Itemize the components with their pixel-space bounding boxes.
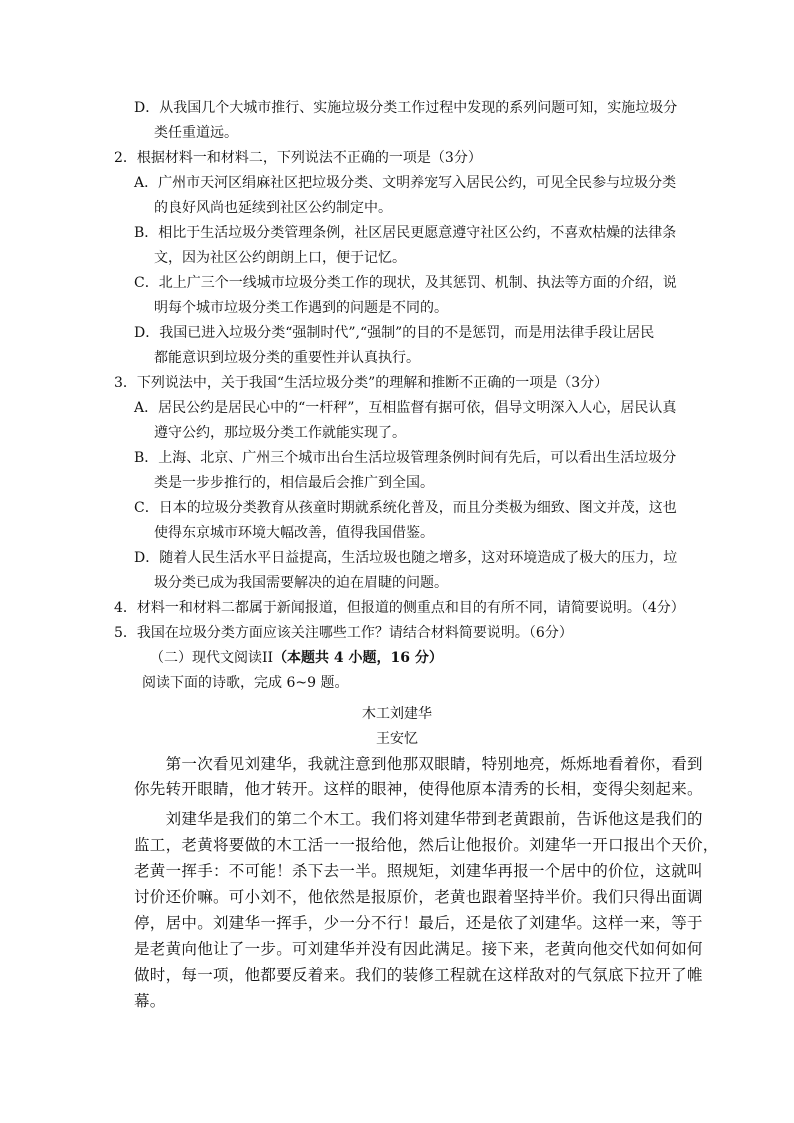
q4-stem: 4．材料一和材料二都属于新闻报道，但报道的侧重点和目的有所不同，请简要说明。（4分） <box>114 600 685 616</box>
q3-option-d-cont: 圾分类已成为我国需要解决的迫在眉睫的问题。 <box>154 575 448 591</box>
q2-option-c: C．北上广三个一线城市垃圾分类工作的现状，及其惩罚、机制、执法等方面的介绍，说 <box>134 275 677 291</box>
q1-option-d-cont: 类任重道远。 <box>154 125 238 141</box>
q2-option-b: B．相比于生活垃圾分类管理条例，社区居民更愿意遵守社区公约，不喜欢枯燥的法律条 <box>134 225 677 241</box>
q3-option-b: B．上海、北京、广州三个城市出台生活垃圾管理条例时间有先后，可以看出生活垃圾分 <box>134 450 677 466</box>
section-intro: 阅读下面的诗歌，完成 6~9 题。 <box>142 675 349 691</box>
q3-option-a-cont: 遵守公约，那垃圾分类工作就能实现了。 <box>154 425 406 441</box>
q3-option-c-cont: 使得东京城市环境大幅改善，值得我国借鉴。 <box>154 525 434 541</box>
q2-stem: 2．根据材料一和材料二，下列说法不正确的一项是（3分） <box>114 150 482 166</box>
q3-option-c: C．日本的垃圾分类教育从孩童时期就系统化普及，而且分类极为细致、图文并茂，这也 <box>134 500 677 516</box>
q2-option-a-cont: 的良好风尚也延续到社区公约制定中。 <box>154 200 392 216</box>
article-paragraph-line: 幕。 <box>134 992 166 1010</box>
article-title: 木工刘建华 <box>362 706 432 722</box>
q2-option-b-cont: 文，因为社区公约朗朗上口，便于记忆。 <box>154 250 406 266</box>
section-heading-num: II <box>262 650 274 666</box>
article-paragraph-line: 监工，老黄将要做的木工活一一报给他，然后让他报价。刘建华一开口报出个天价， <box>134 836 719 854</box>
section-heading-suffix: （本题共 4 小题，16 分） <box>273 650 443 666</box>
q2-option-a: A．广州市天河区绢麻社区把垃圾分类、文明养宠写入居民公约，可见全民参与垃圾分类 <box>134 175 677 191</box>
q5-stem: 5．我国在垃圾分类方面应该关注哪些工作？请结合材料简要说明。（6分） <box>114 625 573 641</box>
article-paragraph-line: 讨价还价嘛。可小刘不，他依然是报原价，老黄也跟着坚持半价。我们只得出面调 <box>134 888 703 906</box>
section-heading-prefix: （二）现代文阅读 <box>150 650 262 666</box>
article-paragraph-line: 老黄一挥手：不可能！杀下去一半。照规矩，刘建华再报一个居中的价位，这就叫 <box>134 862 703 880</box>
article-paragraph-line: 你先转开眼睛，他才转开。这样的眼神，使得他原本清秀的长相，变得尖刻起来。 <box>134 780 703 798</box>
article-paragraph-line: 刘建华是我们的第二个木工。我们将刘建华带到老黄跟前，告诉他这是我们的 <box>134 810 703 828</box>
q3-stem: 3．下列说法中，关于我国“生活垃圾分类”的理解和推断不正确的一项是（3分） <box>114 375 609 391</box>
q2-option-c-cont: 明每个城市垃圾分类工作遇到的问题是不同的。 <box>154 300 448 316</box>
article-paragraph-line: 做时，每一项，他都要反着来。我们的装修工程就在这样敌对的气氛底下拉开了帷 <box>134 966 703 984</box>
q3-option-a: A．居民公约是居民心中的“一杆秤”，互相监督有据可依，倡导文明深入人心，居民认真 <box>134 400 677 416</box>
article-paragraph-line: 第一次看见刘建华，我就注意到他那双眼睛，特别地亮，烁烁地看着你，看到 <box>134 755 703 773</box>
q3-option-b-cont: 类是一步步推行的，相信最后会推广到全国。 <box>154 475 434 491</box>
q3-option-d: D．随着人民生活水平日益提高，生活垃圾也随之增多，这对环境造成了极大的压力，垃 <box>134 550 678 566</box>
section-heading <box>150 647 443 669</box>
q1-option-d: D．从我国几个大城市推行、实施垃圾分类工作过程中发现的系列问题可知，实施垃圾分 <box>134 100 678 116</box>
q2-option-d: D．我国已进入垃圾分类“强制时代”,“强制”的目的不是惩罚，而是用法律手段让居民 <box>134 325 655 341</box>
article-paragraph-line: 停，居中。刘建华一挥手，少一分不行！最后，还是依了刘建华。这样一来，等于 <box>134 914 703 932</box>
article-author: 王安忆 <box>376 731 418 747</box>
article-paragraph-line: 是老黄向他让了一步。可刘建华并没有因此满足。接下来，老黄向他交代如何如何 <box>134 940 703 958</box>
q2-option-d-cont: 都能意识到垃圾分类的重要性并认真执行。 <box>154 350 420 366</box>
